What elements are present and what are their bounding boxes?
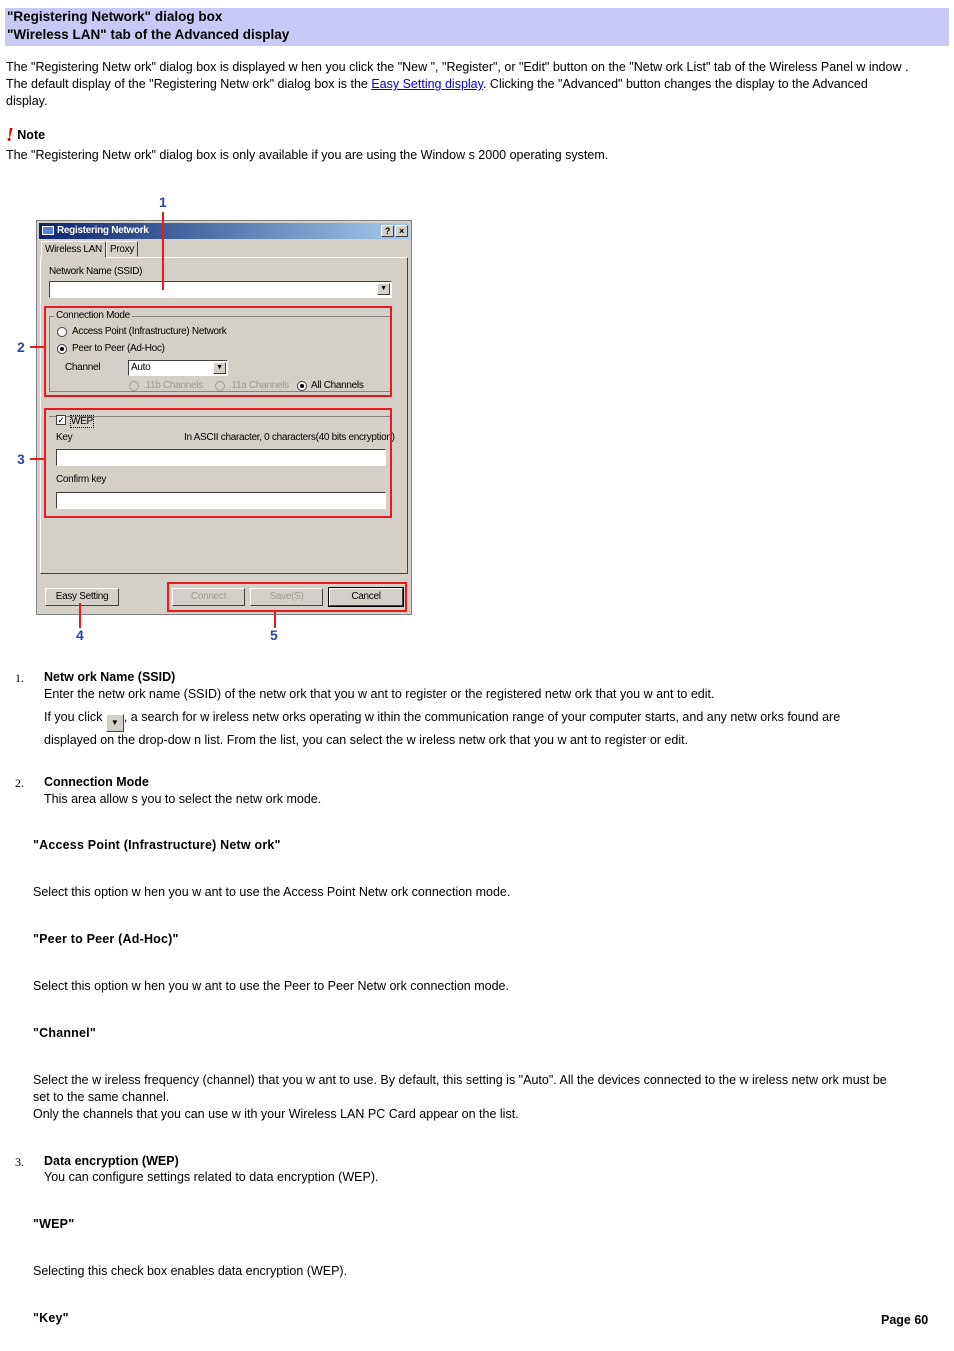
subsection-text-part: set to the same channel. bbox=[33, 1090, 170, 1104]
help-button[interactable]: ? bbox=[381, 225, 394, 237]
callout-number-1: 1 bbox=[159, 194, 167, 210]
channel-11a-radio[interactable] bbox=[215, 381, 225, 391]
connection-mode-label: Connection Mode bbox=[56, 310, 130, 321]
intro-text-3: . Clicking the "Advanced" button changes the display to the Advanced bbox=[482, 77, 868, 91]
tab-proxy[interactable]: Proxy bbox=[106, 241, 138, 257]
channel-select[interactable] bbox=[128, 360, 228, 376]
note-label: Note bbox=[17, 128, 46, 142]
subsection-title-key: "Key" bbox=[33, 1311, 69, 1325]
cancel-button[interactable]: Cancel bbox=[329, 588, 403, 606]
channel-value: Auto bbox=[131, 362, 151, 373]
item-text-part: displayed on the drop-dow n list. From the list, you can select the w ireless netw ork that you w ant to register or edit. bbox=[44, 733, 689, 747]
channel-all-radio[interactable] bbox=[297, 381, 307, 391]
exclamation-icon: ! bbox=[6, 124, 14, 146]
item-text-dropdown-search bbox=[44, 709, 840, 749]
subsection-title-access-point: "Access Point (Infrastructure) Netw ork" bbox=[33, 838, 281, 852]
section-header bbox=[5, 8, 949, 46]
callout-line-4 bbox=[79, 603, 81, 628]
registering-network-dialog bbox=[36, 220, 412, 615]
peer-to-peer-radio-label: Peer to Peer (Ad-Hoc) bbox=[72, 343, 165, 354]
channel-11a-label: .11a Channels bbox=[229, 380, 289, 391]
wep-label: WEP bbox=[71, 416, 93, 427]
item-text-network-name: Enter the netw ork name (SSID) of the netw ork that you w ant to register or the registered netw ork that you w ant to edit. bbox=[44, 687, 715, 701]
subsection-text-part: Select the w ireless frequency (channel) that you w ant to use. By default, this setting is "Auto". All the devices connected to the w ireless netw ork must be bbox=[33, 1073, 887, 1087]
intro-text-4: display. bbox=[6, 94, 48, 108]
close-button[interactable]: × bbox=[395, 225, 408, 237]
connect-button[interactable]: Connect bbox=[172, 588, 245, 606]
callout-number-3: 3 bbox=[17, 451, 25, 467]
dialog-title: Registering Network bbox=[57, 225, 149, 236]
subsection-title-peer-to-peer: "Peer to Peer (Ad-Hoc)" bbox=[33, 932, 179, 946]
subsection-text-peer-to-peer: Select this option w hen you w ant to use the Peer to Peer Netw ork connection mode. bbox=[33, 979, 509, 993]
callout-number-4: 4 bbox=[76, 627, 84, 643]
channel-11b-radio[interactable] bbox=[129, 381, 139, 391]
callout-line-1 bbox=[162, 212, 164, 290]
access-point-radio-label: Access Point (Infrastructure) Network bbox=[72, 326, 227, 337]
easy-setting-display-link[interactable]: Easy Setting display bbox=[371, 77, 483, 91]
network-name-label: Network Name (SSID) bbox=[49, 266, 143, 277]
subsection-text-access-point: Select this option w hen you w ant to use the Access Point Netw ork connection mode. bbox=[33, 885, 511, 899]
key-input[interactable] bbox=[56, 449, 386, 466]
item-number-3: 3. bbox=[15, 1155, 24, 1169]
callout-number-5: 5 bbox=[270, 627, 278, 643]
header-title-line2: "Wireless LAN" tab of the Advanced display bbox=[7, 27, 290, 42]
wep-separator bbox=[49, 416, 392, 417]
key-hint: In ASCII character, 0 characters(40 bits encryption) bbox=[184, 432, 395, 443]
easy-setting-button[interactable]: Easy Setting bbox=[45, 588, 119, 606]
callout-line-2 bbox=[30, 346, 46, 348]
channel-11b-label: .11b Channels bbox=[143, 380, 203, 391]
item-text-connection-mode: This area allow s you to select the netw ork mode. bbox=[44, 792, 322, 806]
intro-paragraph bbox=[6, 59, 908, 110]
item-text-data-encryption: You can configure settings related to data encryption (WEP). bbox=[44, 1170, 379, 1184]
access-point-radio[interactable] bbox=[57, 327, 67, 337]
network-name-combobox[interactable] bbox=[49, 281, 392, 298]
item-text-part: , a search for w ireless netw orks operating w ithin the communication range of your computer starts, and any netw orks found are bbox=[123, 710, 841, 724]
dialog-titlebar bbox=[39, 223, 409, 239]
subsection-title-channel: "Channel" bbox=[33, 1026, 96, 1040]
item-text-part: If you click bbox=[44, 710, 106, 724]
page-number: Page 60 bbox=[881, 1313, 929, 1327]
subsection-text-wep: Selecting this check box enables data encryption (WEP). bbox=[33, 1264, 348, 1278]
confirm-key-label: Confirm key bbox=[56, 474, 107, 485]
connection-mode-group bbox=[49, 310, 392, 392]
intro-text-2: The default display of the "Registering Netw ork" dialog box is the bbox=[6, 77, 372, 91]
item-title-data-encryption: Data encryption (WEP) bbox=[44, 1154, 179, 1168]
dropdown-arrow-icon[interactable]: ▼ bbox=[377, 283, 390, 295]
save-button[interactable]: Save(S) bbox=[250, 588, 323, 606]
item-title-connection-mode: Connection Mode bbox=[44, 775, 149, 789]
wep-checkbox[interactable]: ✓ bbox=[57, 415, 65, 425]
key-label: Key bbox=[56, 432, 73, 443]
subsection-text-channel bbox=[33, 1072, 887, 1123]
item-title-network-name: Netw ork Name (SSID) bbox=[44, 670, 176, 684]
peer-to-peer-radio[interactable] bbox=[57, 344, 67, 354]
tab-panel bbox=[40, 257, 408, 574]
dropdown-arrow-icon: ▼ bbox=[106, 714, 124, 732]
item-number-2: 2. bbox=[15, 776, 24, 790]
callout-number-2: 2 bbox=[17, 339, 25, 355]
network-icon bbox=[42, 226, 54, 235]
note-heading bbox=[6, 124, 45, 147]
intro-text-1: The "Registering Netw ork" dialog box is displayed w hen you click the "New ", "Register", or "Edit" button on the "Netw ork List" tab of the Wireless Panel w indow . bbox=[6, 60, 909, 74]
callout-line-3 bbox=[30, 458, 46, 460]
note-text: The "Registering Netw ork" dialog box is only available if you are using the Window s 2000 operating system. bbox=[6, 148, 609, 162]
channel-label: Channel bbox=[65, 362, 101, 373]
subsection-text-part: Only the channels that you can use w ith your Wireless LAN PC Card appear on the list. bbox=[33, 1107, 519, 1121]
subsection-title-wep: "WEP" bbox=[33, 1217, 75, 1231]
callout-line-5 bbox=[274, 612, 276, 628]
header-title-line1: "Registering Network" dialog box bbox=[7, 9, 223, 24]
dropdown-arrow-icon[interactable]: ▼ bbox=[213, 362, 226, 374]
confirm-key-input[interactable] bbox=[56, 492, 386, 509]
item-number-1: 1. bbox=[15, 671, 24, 685]
tab-wireless-lan[interactable]: Wireless LAN bbox=[41, 241, 106, 258]
channel-all-label: All Channels bbox=[311, 380, 364, 391]
